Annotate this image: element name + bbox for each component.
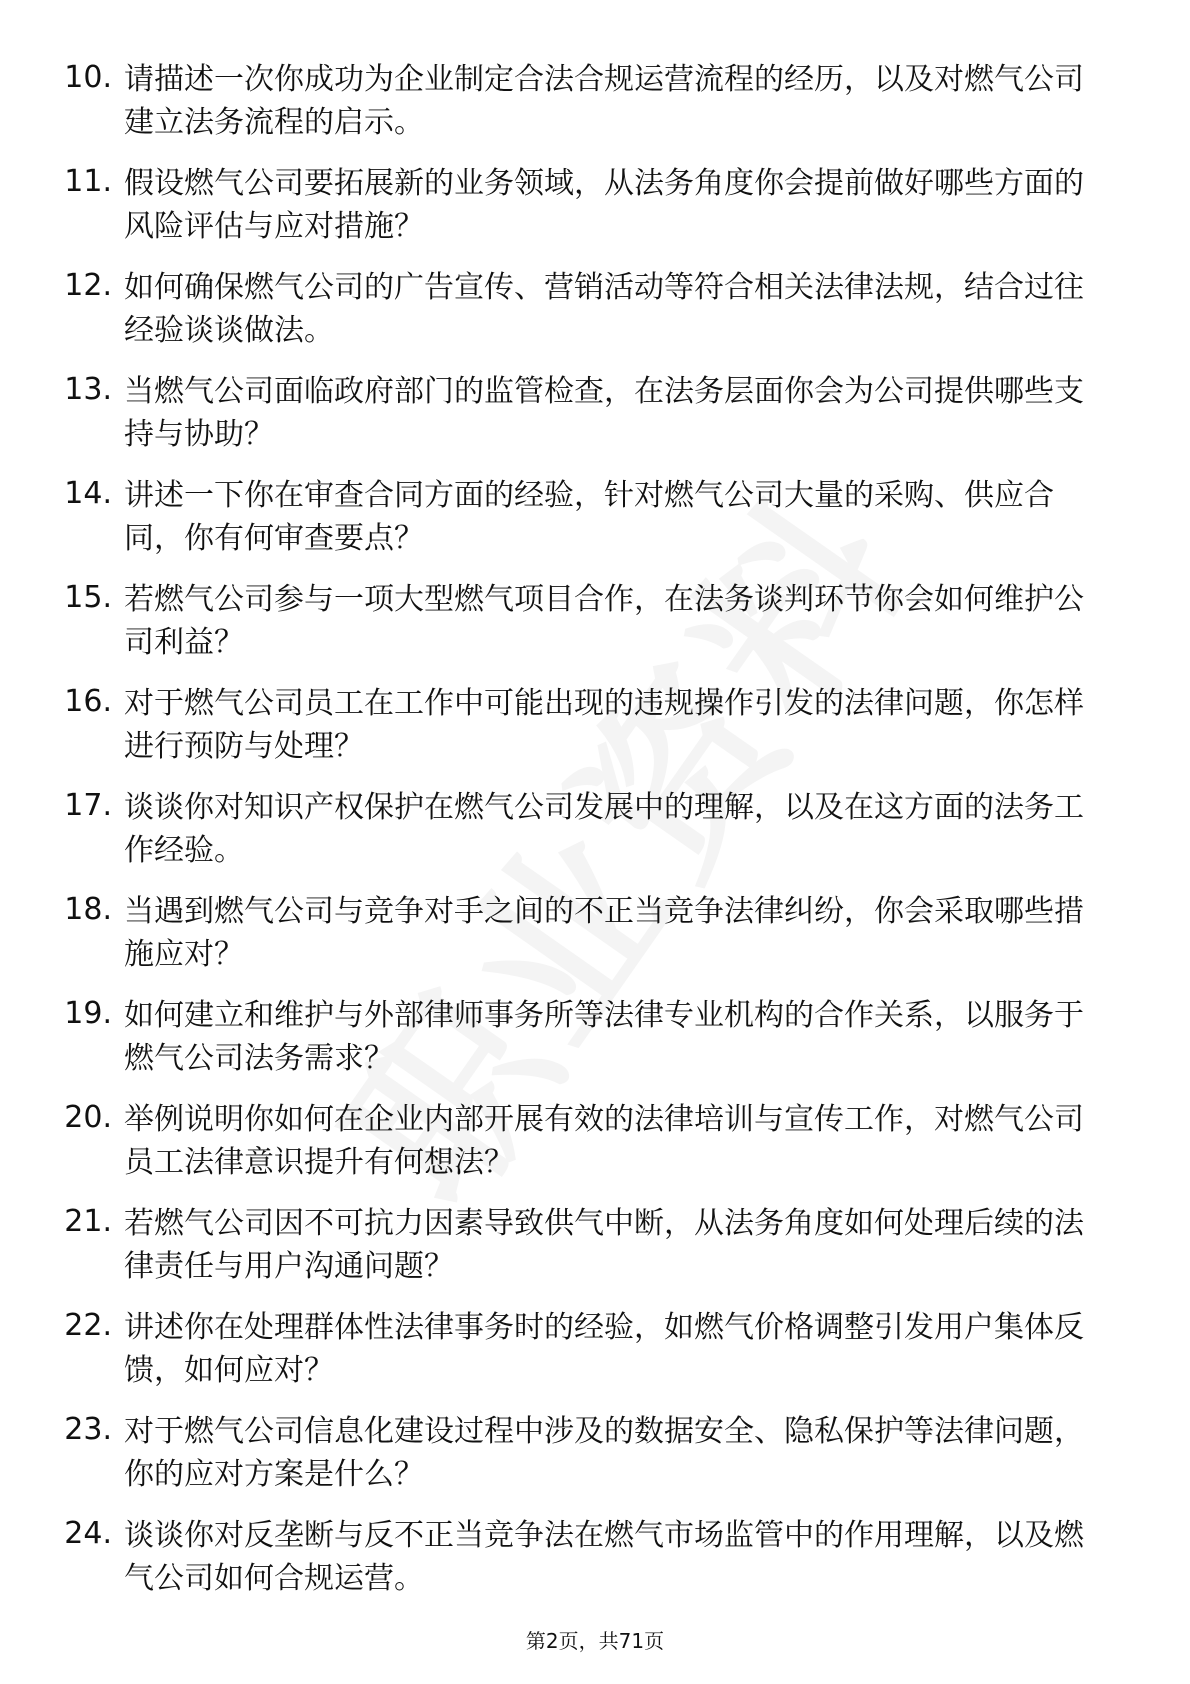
question-number: 16. bbox=[64, 684, 112, 719]
question-item bbox=[50, 682, 1110, 768]
question-text: 当燃气公司面临政府部门的监管检查，在法务层面你会为公司提供哪些支持与协助？ bbox=[124, 374, 1084, 452]
question-text: 讲述一下你在审查合同方面的经验，针对燃气公司大量的采购、供应合同，你有何审查要点？ bbox=[124, 478, 1054, 556]
question-text: 谈谈你对反垄断与反不正当竞争法在燃气市场监管中的作用理解，以及燃气公司如何合规运营。 bbox=[124, 1518, 1084, 1596]
question-item bbox=[50, 1098, 1110, 1184]
question-number: 10. bbox=[64, 60, 112, 95]
question-number: 14. bbox=[64, 476, 112, 511]
question-item bbox=[50, 58, 1110, 144]
question-item bbox=[50, 578, 1110, 664]
question-number: 23. bbox=[64, 1412, 112, 1447]
question-text: 若燃气公司参与一项大型燃气项目合作，在法务谈判环节你会如何维护公司利益？ bbox=[124, 582, 1084, 660]
question-item bbox=[50, 474, 1110, 560]
question-text: 谈谈你对知识产权保护在燃气公司发展中的理解，以及在这方面的法务工作经验。 bbox=[124, 790, 1084, 868]
question-item bbox=[50, 1410, 1110, 1496]
question-item bbox=[50, 1306, 1110, 1392]
question-number: 12. bbox=[64, 268, 112, 303]
question-text: 对于燃气公司员工在工作中可能出现的违规操作引发的法律问题，你怎样进行预防与处理？ bbox=[124, 686, 1084, 764]
question-text: 举例说明你如何在企业内部开展有效的法律培训与宣传工作，对燃气公司员工法律意识提升有何想法？ bbox=[124, 1102, 1084, 1180]
question-item bbox=[50, 1202, 1110, 1288]
question-item bbox=[50, 370, 1110, 456]
question-number: 19. bbox=[64, 996, 112, 1031]
question-text: 如何建立和维护与外部律师事务所等法律专业机构的合作关系，以服务于燃气公司法务需求？ bbox=[124, 998, 1084, 1076]
question-number: 11. bbox=[64, 164, 112, 199]
question-text: 如何确保燃气公司的广告宣传、营销活动等符合相关法律法规，结合过往经验谈谈做法。 bbox=[124, 270, 1084, 348]
question-number: 20. bbox=[64, 1100, 112, 1135]
page-footer: 第2页，共71页 bbox=[525, 1629, 665, 1653]
question-item bbox=[50, 786, 1110, 872]
question-text: 假设燃气公司要拓展新的业务领域，从法务角度你会提前做好哪些方面的风险评估与应对措施？ bbox=[124, 166, 1084, 244]
question-number: 21. bbox=[64, 1204, 112, 1239]
question-item bbox=[50, 162, 1110, 248]
question-item bbox=[50, 890, 1110, 976]
question-number: 17. bbox=[64, 788, 112, 823]
question-text: 若燃气公司因不可抗力因素导致供气中断，从法务角度如何处理后续的法律责任与用户沟通问题？ bbox=[124, 1206, 1084, 1284]
question-number: 18. bbox=[64, 892, 112, 927]
question-number: 24. bbox=[64, 1516, 112, 1551]
question-item bbox=[50, 266, 1110, 352]
question-list bbox=[50, 58, 1110, 1618]
question-number: 15. bbox=[64, 580, 112, 615]
question-text: 当遇到燃气公司与竞争对手之间的不正当竞争法律纠纷，你会采取哪些措施应对？ bbox=[124, 894, 1084, 972]
question-text: 请描述一次你成功为企业制定合法合规运营流程的经历，以及对燃气公司建立法务流程的启示。 bbox=[124, 62, 1084, 140]
question-text: 对于燃气公司信息化建设过程中涉及的数据安全、隐私保护等法律问题，你的应对方案是什么？ bbox=[124, 1414, 1084, 1492]
question-item bbox=[50, 1514, 1110, 1600]
question-text: 讲述你在处理群体性法律事务时的经验，如燃气价格调整引发用户集体反馈，如何应对？ bbox=[124, 1310, 1084, 1388]
question-number: 13. bbox=[64, 372, 112, 407]
question-number: 22. bbox=[64, 1308, 112, 1343]
question-item bbox=[50, 994, 1110, 1080]
